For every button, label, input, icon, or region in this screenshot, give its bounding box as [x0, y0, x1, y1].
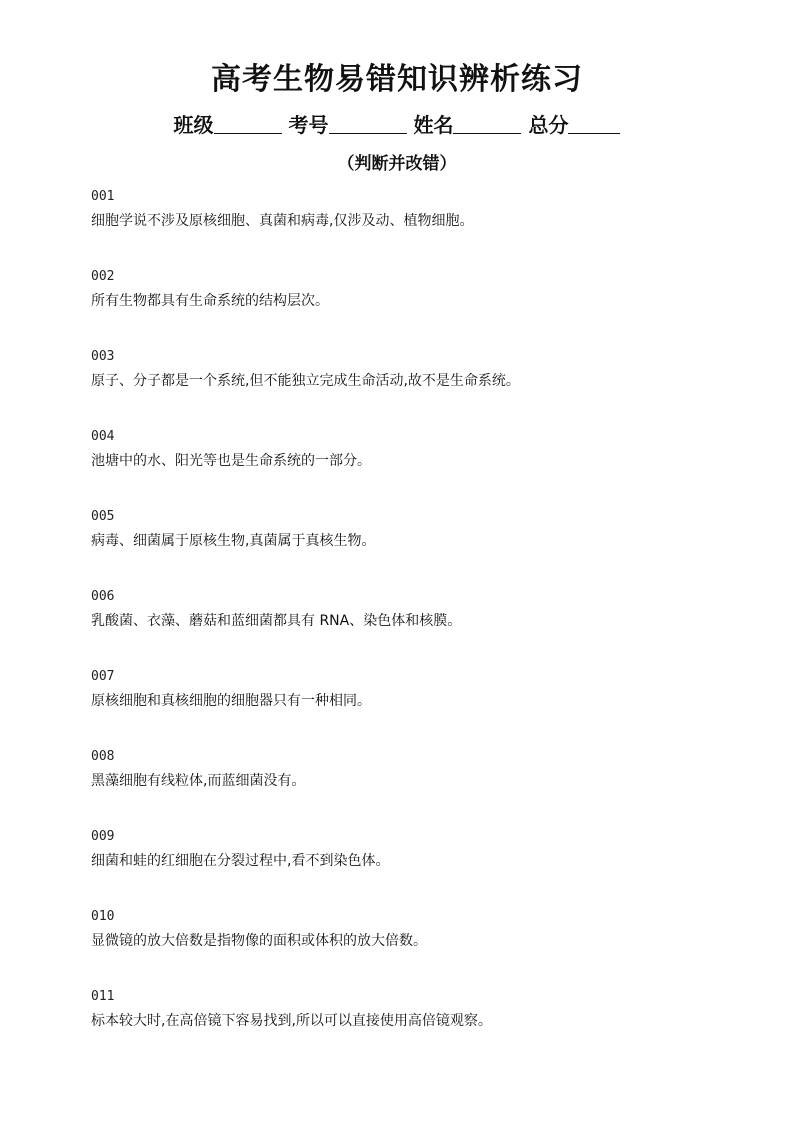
name-label: 姓名 — [413, 113, 454, 137]
exam-number-blank — [329, 113, 407, 134]
question-item — [91, 986, 751, 1066]
instruction-subtitle: （判断并改错） — [337, 154, 457, 174]
question-item — [91, 186, 751, 266]
question-number: 003 — [91, 349, 115, 364]
question-item — [91, 906, 751, 986]
question-item — [91, 746, 751, 826]
question-item — [91, 346, 751, 426]
page-title: 高考生物易错知识辨析练习 — [211, 62, 583, 97]
question-item — [91, 826, 751, 906]
total-score-blank — [568, 113, 620, 134]
question-list — [91, 186, 751, 1066]
question-number: 006 — [91, 589, 115, 604]
question-text: 细菌和蛙的红细胞在分裂过程中,看不到染色体。 — [91, 853, 390, 869]
question-text: 乳酸菌、衣藻、蘑菇和蓝细菌都具有 RNA、染色体和核膜。 — [91, 613, 462, 629]
question-number: 009 — [91, 829, 115, 844]
question-number: 011 — [91, 989, 115, 1004]
question-number: 008 — [91, 749, 115, 764]
question-text: 原子、分子都是一个系统,但不能独立完成生命活动,故不是生命系统。 — [91, 373, 520, 389]
question-item — [91, 426, 751, 506]
question-number: 005 — [91, 509, 115, 524]
question-text: 原核细胞和真核细胞的细胞器只有一种相同。 — [91, 693, 371, 709]
question-text: 所有生物都具有生命系统的结构层次。 — [91, 293, 329, 309]
question-text: 池塘中的水、阳光等也是生命系统的一部分。 — [91, 453, 371, 469]
question-item — [91, 586, 751, 666]
question-number: 007 — [91, 669, 115, 684]
question-item — [91, 506, 751, 586]
question-item — [91, 666, 751, 746]
student-info-row — [0, 110, 794, 140]
question-text: 显微镜的放大倍数是指物像的面积或体积的放大倍数。 — [91, 933, 427, 949]
question-number: 002 — [91, 269, 115, 284]
question-number: 001 — [91, 189, 115, 204]
question-text: 黑藻细胞有线粒体,而蓝细菌没有。 — [91, 773, 306, 789]
exam-number-label: 考号 — [288, 113, 329, 137]
total-score-label: 总分 — [528, 113, 569, 137]
name-blank — [453, 113, 521, 134]
question-item — [91, 266, 751, 346]
question-text: 病毒、细菌属于原核生物,真菌属于真核生物。 — [91, 533, 376, 549]
question-number: 010 — [91, 909, 115, 924]
question-number: 004 — [91, 429, 115, 444]
class-label: 班级 — [173, 113, 214, 137]
class-blank — [214, 113, 282, 134]
question-text: 标本较大时,在高倍镜下容易找到,所以可以直接使用高倍镜观察。 — [91, 1013, 492, 1029]
question-text: 细胞学说不涉及原核细胞、真菌和病毒,仅涉及动、植物细胞。 — [91, 213, 474, 229]
